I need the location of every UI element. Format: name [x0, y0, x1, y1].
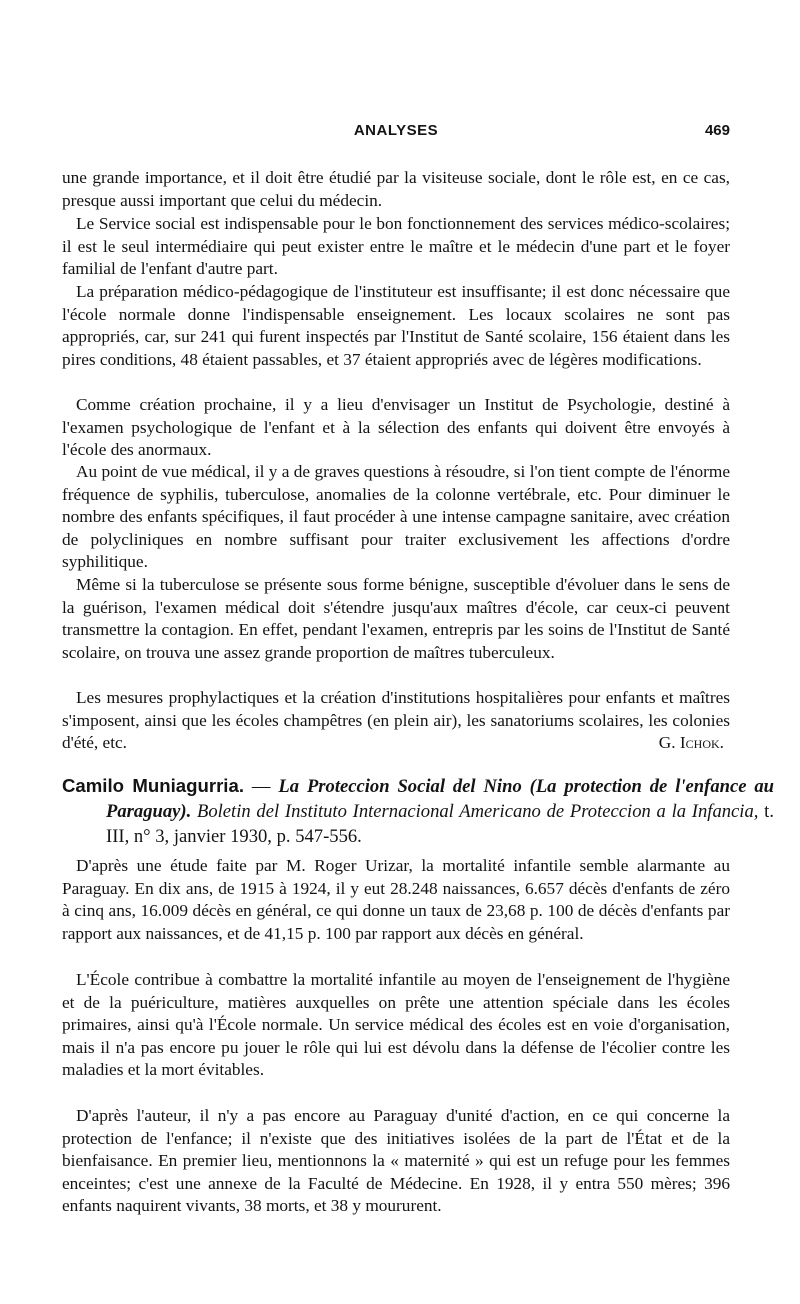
- page-number: 469: [704, 122, 730, 139]
- paragraph-mesures: [62, 687, 730, 755]
- running-header-title: ANALYSES: [353, 122, 439, 139]
- paragraph-mesures-text: Les mesures prophylactiques et la création d'institutions hospitalières pour enfants et maîtres s'imposent, ainsi que les écoles champêtres (en plein air), les sanatoriums scolaires, les colonies d'été, etc.: [62, 688, 730, 753]
- paragraph-ecole: L'École contribue à combattre la mortalité infantile au moyen de l'enseignement de l'hygiène et de la puériculture, matières auxquelles on prête une attention spéciale dans les écoles primaires, ainsi qu'à l'École normale. Un service médical des écoles est en voie d'organisation, mais il n'a pas encore pu jouer le rôle qui lui est dévolu dans la défense de l'écolier contre les maladies et la mort évitables.: [62, 970, 730, 1080]
- review-title: La Proteccion Social del Nino (La protection de l'enfance au Paraguay).: [106, 776, 775, 822]
- author-signature: G. Ichok.: [658, 733, 724, 753]
- paragraph-institut-psychologie: Comme création prochaine, il y a lieu d'envisager un Institut de Psychologie, destiné à l'examen psychologique de l'enfant et à la sélection des enfants qui doivent être envoyés à l'école des anormaux.: [62, 395, 730, 460]
- paragraph-mortalite: D'après une étude faite par M. Roger Urizar, la mortalité infantile semble alarmante au Paraguay. En dix ans, de 1915 à 1924, il y eut 28.248 naissances, 6.657 décès d'enfants de zéro à cinq ans, 16.009 décès en général, ce qui donne un taux de 23,68 p. 100 de décès d'enfants par rapport aux naissances, et de 41,15 p. 100 par rapport aux décès en général.: [62, 856, 730, 943]
- paragraph-point-medical: Au point de vue médical, il y a de graves questions à résoudre, si l'on tient compte de l'énorme fréquence de syphilis, tuberculose, anomalies de la colonne vertébrale, etc. Pour diminuer le nombre des enfants spécifiques, il faut procéder à une intense campagne sanitaire, avec création de polycliniques en nombre suffisant pour traiter exclusivement les affections d'ordre syphilitique.: [62, 462, 730, 572]
- paragraph-preparation: La préparation médico-pédagogique de l'instituteur est insuffisante; il est donc nécessaire que l'école normale donne l'indispensable enseignement. Les locaux scolaires ne sont pas appropriés, car, sur 241 qui furent inspectés par l'Institut de Santé scolaire, 156 étaient dans les pires conditions, 48 étaient passables, et 37 étaient appropriés avec de légères modifications.: [62, 282, 730, 369]
- review-author: Camilo Muniagurria.: [62, 775, 244, 796]
- review-heading: [62, 773, 774, 849]
- paragraph-auteur: D'après l'auteur, il n'y a pas encore au Paraguay d'unité d'action, en ce qui concerne la protection de l'enfance; il n'existe que des initiatives isolées de la part de l'État et de la bienfaisance. En premier lieu, mentionnons la « maternité » qui est un refuge pour les femmes enceintes; c'est une annexe de la Faculté de Médecine. En 1928, il y entra 550 mères; 396 enfants naquirent vivants, 38 morts, et 38 y moururent.: [62, 1106, 730, 1216]
- review-dash: —: [243, 776, 279, 797]
- paragraph-service-social: Le Service social est indispensable pour le bon fonctionnement des services médico-scolaires; il est le seul intermédiaire qui peut exister entre le maître et le médecin d'une part et le foyer familial de l'enfant d'autre part.: [62, 214, 730, 279]
- review-source: Boletin del Instituto Internacional Americano de Proteccion a la Infancia,: [191, 801, 759, 822]
- review-reference: t. III, n° 3, janvier 1930, p. 547-556.: [106, 801, 774, 847]
- paragraph-tuberculose: Même si la tuberculose se présente sous forme bénigne, susceptible d'évoluer dans le sens de la guérison, l'examen médical doit s'étendre jusqu'aux maîtres d'école, car ceux-ci peuvent transmettre la contagion. En effet, pendant l'examen, entrepris par les soins de l'Institut de Santé scolaire, on trouva une assez grande proportion de maîtres tuberculeux.: [62, 575, 730, 662]
- paragraph-continuation: une grande importance, et il doit être étudié par la visiteuse sociale, dont le rôle est, en ce cas, presque aussi important que celui du médecin.: [62, 168, 730, 210]
- running-header: [62, 122, 730, 146]
